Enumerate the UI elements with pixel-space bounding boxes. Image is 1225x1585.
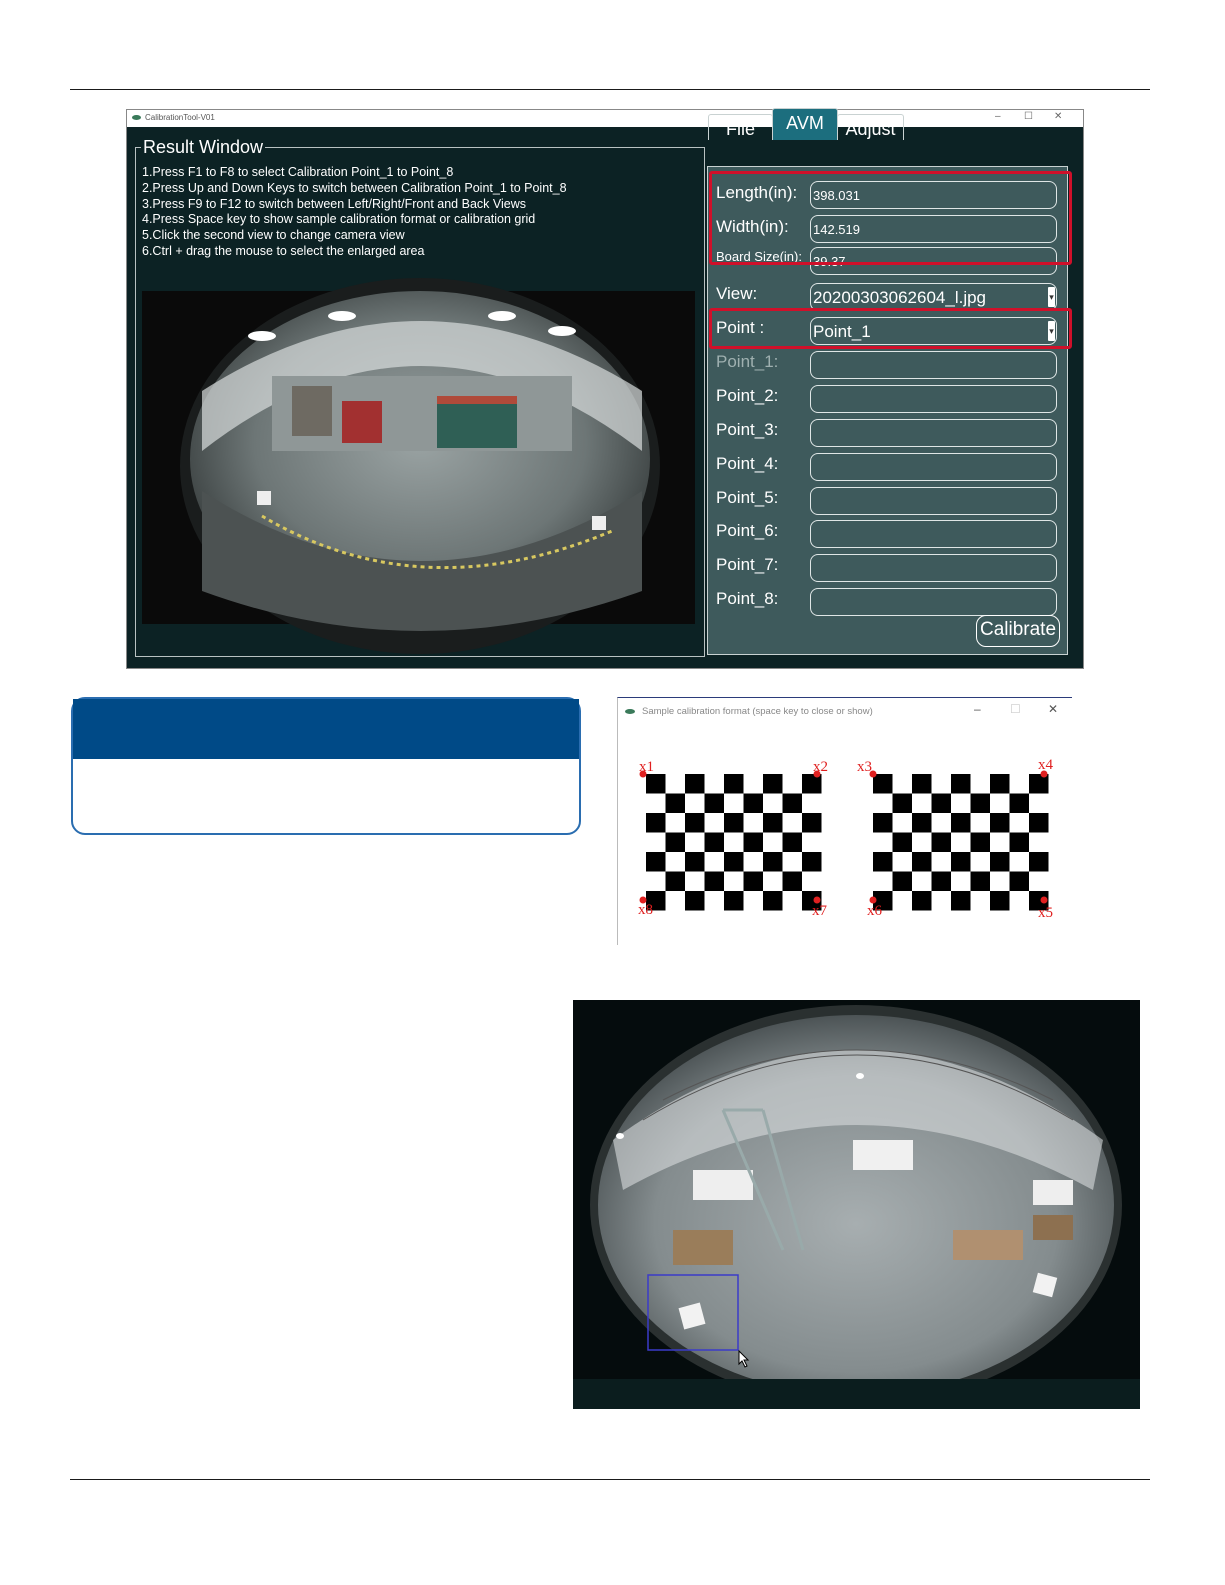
- point-2-label: Point_2:: [716, 386, 779, 405]
- close-button[interactable]: ✕: [1048, 702, 1059, 716]
- length-label: Length(in):: [716, 183, 798, 202]
- point-4-input[interactable]: [810, 453, 1057, 481]
- app-logo-icon: [132, 115, 141, 120]
- note-header: [73, 699, 579, 759]
- checkerboard-square: [783, 872, 803, 892]
- corner-marker-label: x6: [867, 903, 882, 919]
- width-input[interactable]: 142.519: [810, 215, 1057, 243]
- sample-calibration-window: [617, 697, 1072, 945]
- point-6-input[interactable]: [810, 520, 1057, 548]
- corner-marker-label: x2: [813, 759, 828, 775]
- note-box: [71, 697, 581, 835]
- checkerboard-square: [783, 794, 803, 814]
- maximize-button[interactable]: ☐: [1024, 111, 1033, 122]
- checkerboard-square: [646, 813, 666, 833]
- checkerboard-square: [951, 813, 971, 833]
- maximize-button[interactable]: ☐: [1010, 702, 1021, 716]
- checkerboard-square: [971, 794, 991, 814]
- point-7-input[interactable]: [810, 554, 1057, 582]
- point-select-value: Point_1: [813, 322, 871, 341]
- corner-marker-label: x7: [812, 903, 827, 919]
- sample-window-title: Sample calibration format (space key to close or show): [642, 706, 873, 717]
- title-bar: [127, 110, 1083, 127]
- checkerboard-square: [666, 872, 686, 892]
- checkerboard-square: [951, 852, 971, 872]
- checkerboard-square: [783, 833, 803, 853]
- checkerboard-square: [932, 794, 952, 814]
- calibration-pattern: [618, 698, 1073, 946]
- width-label: Width(in):: [716, 217, 789, 236]
- instruction-item: 2.Press Up and Down Keys to switch between Calibration Point_1 to Point_8: [142, 180, 567, 195]
- app-logo-icon: [625, 709, 635, 714]
- close-button[interactable]: ✕: [1054, 111, 1063, 122]
- footer-rule: [70, 1479, 1150, 1480]
- checkerboard-square: [744, 872, 764, 892]
- checkerboard-square: [724, 891, 744, 911]
- checkerboard-square: [951, 774, 971, 794]
- checkerboard-square: [873, 813, 893, 833]
- result-window-title: Result Window: [143, 137, 264, 157]
- checkerboard-square: [990, 852, 1010, 872]
- checkerboard-square: [932, 833, 952, 853]
- instruction-item: 6.Ctrl + drag the mouse to select the enlarged area: [142, 243, 425, 258]
- calibrate-button[interactable]: Calibrate: [976, 615, 1060, 647]
- enlarged-camera-view[interactable]: [573, 1000, 1140, 1409]
- corner-marker-dot: [1041, 897, 1048, 904]
- checkerboard-square: [971, 872, 991, 892]
- tab-file[interactable]: File: [708, 114, 773, 140]
- corner-marker-label: x5: [1038, 905, 1053, 921]
- point-6-label: Point_6:: [716, 521, 779, 540]
- checkerboard-square: [802, 852, 822, 872]
- checkerboard-square: [646, 852, 666, 872]
- checkerboard-square: [705, 794, 725, 814]
- instruction-item: 4.Press Space key to show sample calibration format or calibration grid: [142, 212, 536, 227]
- checkerboard-square: [763, 774, 783, 794]
- checkerboard-square: [912, 813, 932, 833]
- checkerboard-square: [763, 813, 783, 833]
- instruction-item: 1.Press F1 to F8 to select Calibration Point_1 to Point_8: [142, 165, 454, 179]
- checkerboard-square: [763, 852, 783, 872]
- tab-avm[interactable]: AVM: [772, 108, 838, 140]
- minimize-button[interactable]: –: [974, 702, 981, 716]
- checkerboard-square: [873, 852, 893, 872]
- fisheye-warehouse-image: [573, 1000, 1140, 1409]
- checkerboard-square: [1010, 833, 1030, 853]
- checkerboard-square: [705, 872, 725, 892]
- checkerboard-square: [724, 852, 744, 872]
- point-label: Point :: [716, 318, 765, 337]
- checkerboard-square: [685, 891, 705, 911]
- dropdown-arrow-icon[interactable]: ▾: [1048, 287, 1055, 307]
- tab-adjust[interactable]: Adjust: [837, 114, 904, 140]
- checkerboard-square: [705, 833, 725, 853]
- point-select-highlight: [709, 308, 1072, 349]
- checkerboard-square: [685, 813, 705, 833]
- checkerboard-square: [932, 872, 952, 892]
- point-7-label: Point_7:: [716, 555, 779, 574]
- checkerboard-square: [666, 833, 686, 853]
- checkerboard-square: [1010, 872, 1030, 892]
- mouse-cursor-icon: [738, 1350, 750, 1368]
- point-8-label: Point_8:: [716, 589, 779, 608]
- board-size-input[interactable]: 39.37: [810, 247, 1057, 275]
- dimensions-highlight: [709, 171, 1072, 265]
- checkerboard-square: [912, 852, 932, 872]
- length-input[interactable]: 398.031: [810, 181, 1057, 209]
- window-title: CalibrationTool-V01: [145, 113, 215, 122]
- corner-marker-label: x8: [638, 902, 653, 918]
- checkerboard-square: [1029, 813, 1049, 833]
- corner-marker-label: x4: [1038, 757, 1053, 773]
- checkerboard-square: [1029, 852, 1049, 872]
- checkerboard-square: [1010, 794, 1030, 814]
- checkerboard-square: [893, 872, 913, 892]
- point-1-input[interactable]: [810, 351, 1057, 379]
- checkerboard-square: [724, 774, 744, 794]
- board-size-label: Board Size(in):: [716, 249, 802, 264]
- corner-marker-label: x1: [639, 759, 654, 775]
- checkerboard-square: [971, 833, 991, 853]
- checkerboard-square: [912, 891, 932, 911]
- checkerboard-square: [990, 813, 1010, 833]
- instruction-item: 5.Click the second view to change camera view: [142, 228, 405, 243]
- checkerboard-square: [724, 813, 744, 833]
- header-rule: [70, 89, 1150, 90]
- checkerboard-square: [802, 813, 822, 833]
- checkerboard-square: [685, 852, 705, 872]
- checkerboard-square: [685, 774, 705, 794]
- minimize-button[interactable]: –: [995, 111, 1001, 122]
- checkerboard-square: [912, 774, 932, 794]
- point-5-label: Point_5:: [716, 488, 779, 507]
- point-5-input[interactable]: [810, 487, 1057, 515]
- checkerboard-square: [873, 774, 893, 794]
- point-4-label: Point_4:: [716, 454, 779, 473]
- point-3-label: Point_3:: [716, 420, 779, 439]
- instruction-item: 3.Press F9 to F12 to switch between Left/Right/Front and Back Views: [142, 196, 526, 211]
- checkerboard-square: [990, 774, 1010, 794]
- corner-marker-label: x3: [857, 759, 872, 775]
- calibration-tool-window: [126, 109, 1084, 669]
- dropdown-arrow-icon[interactable]: ▾: [1048, 321, 1055, 341]
- checkerboard-square: [646, 774, 666, 794]
- point-1-label: Point_1:: [716, 352, 779, 371]
- checkerboard-square: [893, 833, 913, 853]
- point-3-input[interactable]: [810, 419, 1057, 447]
- view-label: View:: [716, 284, 758, 303]
- checkerboard-square: [666, 794, 686, 814]
- checkerboard-square: [763, 891, 783, 911]
- view-select-value: 20200303062604_l.jpg: [813, 288, 987, 307]
- view-select[interactable]: [810, 283, 1057, 311]
- checkerboard-square: [990, 891, 1010, 911]
- point-8-input[interactable]: [810, 588, 1057, 616]
- checkerboard-square: [951, 891, 971, 911]
- camera-view[interactable]: [142, 291, 695, 624]
- checkerboard-square: [744, 794, 764, 814]
- fisheye-camera-image: [142, 291, 695, 624]
- point-2-input[interactable]: [810, 385, 1057, 413]
- instructions-list: [142, 165, 567, 260]
- checkerboard-square: [744, 833, 764, 853]
- checkerboard-square: [893, 794, 913, 814]
